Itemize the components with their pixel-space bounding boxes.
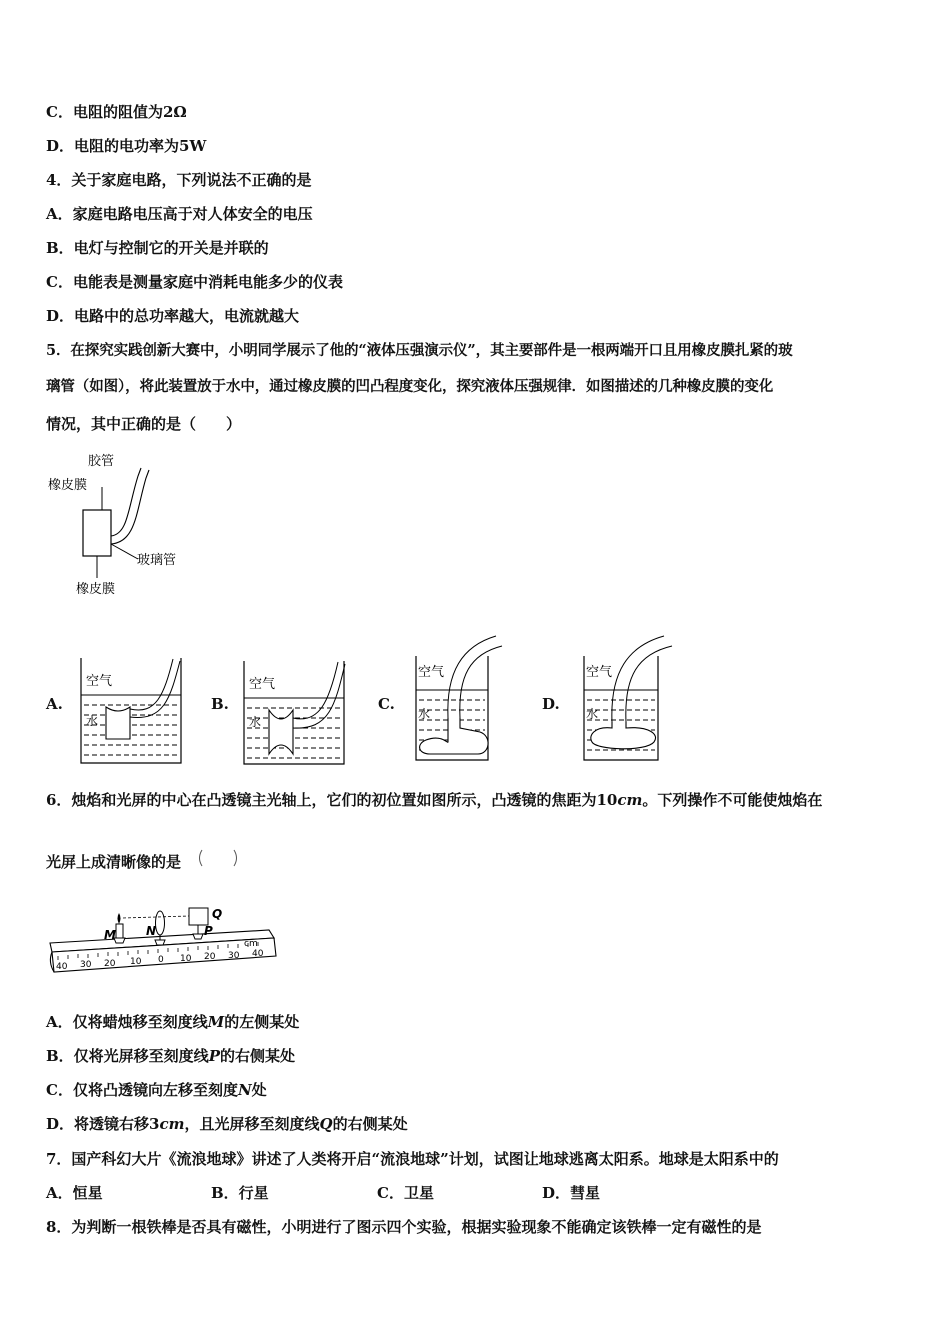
q6-c-text: C．仅将凸透镜向左移至刻度: [46, 1081, 238, 1099]
q4-stem: 4．关于家庭电路，下列说法不正确的是: [46, 171, 312, 189]
q5-stem-line3: 情况，其中正确的是（ ）: [46, 415, 242, 433]
q6-d-text-end: 的右侧某处: [332, 1115, 408, 1133]
q6-a-var: M: [207, 1013, 225, 1031]
q4-option-d: D．电路中的总功率越大，电流就越大: [46, 307, 300, 325]
q6-b-var: P: [208, 1047, 220, 1065]
air-label: 空气: [586, 665, 613, 680]
q3-option-c: C．电阻的阻值为2Ω: [46, 103, 187, 121]
water-label: 水: [249, 715, 262, 729]
q6-stem-line1: [46, 790, 822, 810]
q5-option-c-label: C.: [378, 695, 395, 713]
mark-p: P: [204, 924, 213, 938]
mark-m: M: [104, 928, 116, 942]
tick-label: 10: [130, 957, 142, 967]
q5-option-d-label: D.: [542, 695, 560, 713]
q6-optical-bench-figure: [44, 900, 279, 980]
q6-option-c: [46, 1080, 267, 1100]
q6-d-unit: cm: [159, 1115, 185, 1133]
q6-stem-text-2: 光屏上成清晰像的是: [46, 853, 182, 871]
q3-option-d: D．电阻的电功率为5W: [46, 137, 207, 155]
q5-stem-line2: 璃管（如图），将此装置放于水中，通过橡皮膜的凹凸程度变化，探究液体压强规律．如图描述的几种橡皮膜的变化: [46, 378, 774, 395]
q7-stem: 7．国产科幻大片《流浪地球》讲述了人类将开启“流浪地球”计划，试图让地球逃离太阳系。地球是太阳系中的: [46, 1150, 779, 1168]
tick-label: 0: [158, 955, 164, 965]
mark-n: N: [146, 924, 157, 938]
q7-option-b: B．行星: [211, 1184, 269, 1202]
beaker-d-figure: [580, 632, 700, 764]
q6-a-text: A．仅将蜡烛移至刻度线: [46, 1013, 208, 1031]
convex-lens: [155, 911, 165, 945]
q7-option-a: A．恒星: [46, 1184, 103, 1202]
leader-glass-tube: [111, 544, 138, 559]
water-label: 水: [86, 714, 99, 728]
beaker-c-figure: [412, 632, 527, 764]
water-label: 水: [586, 707, 599, 721]
beaker-a-figure: [78, 655, 188, 767]
q4-option-a: A．家庭电路电压高于对人体安全的电压: [46, 205, 313, 223]
q6-b-text: B．仅将光屏移至刻度线: [46, 1047, 209, 1065]
q6-d-text: D．将透镜右移3: [46, 1115, 160, 1133]
q7-option-c: C．卫星: [377, 1184, 434, 1202]
q6-stem-unit: cm: [617, 791, 643, 809]
q6-c-var: N: [237, 1081, 252, 1099]
q4-option-b: B．电灯与控制它的开关是并联的: [46, 239, 269, 257]
q6-option-b: [46, 1046, 295, 1066]
q6-option-a: [46, 1012, 299, 1032]
tick-label: 30: [80, 960, 92, 970]
q5-option-b-label: B.: [211, 695, 229, 713]
q4-option-c: C．电能表是测量家庭中消耗电能多少的仪表: [46, 273, 343, 291]
beaker-b-figure: [241, 658, 351, 768]
q5-option-a-label: A.: [46, 695, 63, 713]
tick-label: 20: [204, 952, 216, 962]
label-membrane-top: 橡皮膜: [48, 478, 88, 493]
air-label: 空气: [86, 674, 113, 689]
label-glass-tube: 玻璃管: [137, 553, 177, 568]
air-label: 空气: [418, 665, 445, 680]
mark-q: Q: [212, 907, 223, 921]
tick-label: 40: [252, 949, 264, 959]
q6-b-text-end: 的右侧某处: [219, 1047, 295, 1065]
q5-stem-line1: 5．在探究实践创新大赛中，小明同学展示了他的“液体压强演示仪”，其主要部件是一根两端开口且用橡皮膜扎紧的玻: [46, 342, 793, 359]
q6-d-var: Q: [319, 1115, 333, 1133]
q6-stem-text: 6．烛焰和光屏的中心在凸透镜主光轴上，它们的初位置如图所示，凸透镜的焦距为10: [46, 791, 618, 809]
q5-apparatus-figure: [40, 448, 210, 598]
tick-label: 40: [56, 962, 68, 972]
ruler-unit-label: cm: [244, 939, 258, 949]
tick-label: 20: [104, 959, 116, 969]
water-label: 水: [418, 707, 431, 721]
hose-left-wall: [111, 468, 141, 536]
q6-d-text-mid: ，且光屏移至刻度线: [184, 1115, 320, 1133]
q6-answer-paren: [196, 848, 246, 870]
q6-stem-text-end: 。下列操作不可能使烛焰在: [642, 791, 823, 809]
tick-label: 30: [228, 951, 240, 961]
q6-a-text-end: 的左侧某处: [224, 1013, 300, 1031]
tick-label: 10: [180, 954, 192, 964]
glass-tube: [83, 510, 111, 556]
q7-option-d: D．彗星: [542, 1184, 601, 1202]
q6-option-d: [46, 1114, 408, 1134]
q6-c-text-end: 处: [251, 1081, 267, 1099]
label-hose: 胶管: [88, 454, 115, 469]
q8-stem: 8．为判断一根铁棒是否具有磁性，小明进行了图示四个实验，根据实验现象不能确定该铁棒一定有磁性的是: [46, 1218, 762, 1236]
label-membrane-bottom: 橡皮膜: [76, 582, 116, 597]
air-label: 空气: [249, 677, 276, 692]
q6-stem-line2: [46, 852, 181, 872]
